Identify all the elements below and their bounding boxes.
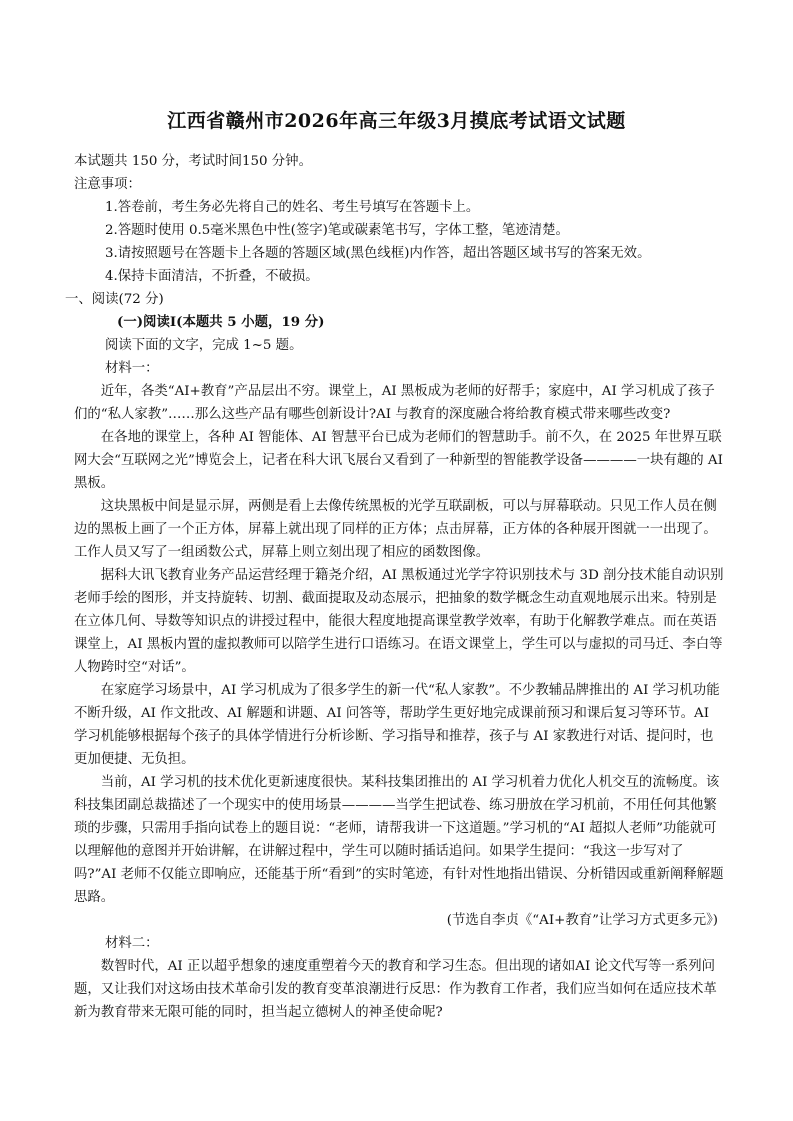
instruction: 阅读下面的文字，完成 1~5 题。	[105, 338, 303, 353]
page-title: 江西省赣州市2026年高三年级3月摸底考试语文试题	[167, 110, 626, 132]
note-item: 1.答卷前，考生务必先将自己的姓名、考生号填写在答题卡上。	[105, 200, 480, 215]
note-item: 3.请按照题号在答题卡上各题的答题区域(黑色线框)内作答，超出答题区域书写的答案无效。	[105, 246, 651, 261]
material1-label: 材料一：	[105, 361, 159, 376]
subsection-heading: (一)阅读Ⅰ(本题共 5 小题，19 分)	[117, 314, 325, 330]
material1-paragraph: 这块黑板中间是显示屏，两侧是看上去像传统黑板的光学互联副板，可以与屏幕联动。只见工作人员在侧边的黑板上画了一个正方体，屏幕上就出现了同样的正方体；点击屏幕，正方体的各种展开图就一一出现了。工作人员又写了一组函数公式，屏幕上则立刻出现了相应的函数图像。	[74, 499, 717, 560]
note-item: 4.保持卡面清洁，不折叠，不破损。	[105, 269, 319, 284]
section-heading: 一、阅读(72 分)	[65, 292, 164, 307]
material2-label: 材料二：	[105, 936, 159, 951]
material1-source: (节选自李贞《“AI+教育”让学习方式更多元》)	[446, 913, 718, 928]
notes-list	[74, 196, 724, 288]
exam-intro: 本试题共 150 分，考试时间150 分钟。	[74, 154, 312, 169]
document-body	[65, 150, 724, 1024]
material1-paragraph: 近年，各类“AI+教育”产品层出不穷。课堂上，AI 黑板成为老师的好帮手；家庭中，AI 学习机成了孩子们的“私人家教”……那么这些产品有哪些创新设计?AI 与教育的深度融合将给教育模式带来哪些改变?	[74, 384, 715, 422]
material1-paragraph: 当前，AI 学习机的技术优化更新速度很快。某科技集团推出的 AI 学习机着力优化人机交互的流畅度。该科技集团副总裁描述了一个现实中的使用场景————当学生把试卷、练习册放在学习机前，不用任何其他繁琐的步骤，只需用手指向试卷上的题目说：“老师，请帮我讲一下这道题。”学习机的“AI 超拟人老师”功能就可以理解他的意图并开始讲解，在讲解过程中，学生可以随时插话追问。如果学生提问：“我这一步写对了吗?”AI 老师不仅能立即响应，还能基于所“看到”的实时笔迹，有针对性地指出错误、分析错因或重新阐释解题思路。	[74, 775, 724, 905]
notes-heading: 注意事项：	[74, 177, 141, 192]
material1-paragraph: 据科大讯飞教育业务产品运营经理于籍尧介绍，AI 黑板通过光学字符识别技术与 3D 剖分技术能自动识别老师手绘的图形，并支持旋转、切割、截面提取及动态展示，把抽象的数学概念生动直观地展示出来。特别是在立体几何、导数等知识点的讲授过程中，能很大程度地提高课堂教学效率，有助于化解教学难点。而在英语课堂上，AI 黑板内置的虚拟教师可以陪学生进行口语练习。在语文课堂上，学生可以与虚拟的司马迁、李白等人物跨时空“对话”。	[74, 568, 724, 675]
material1-paragraph: 在各地的课堂上，各种 AI 智能体、AI 智慧平台已成为老师们的智慧助手。前不久，在 2025 年世界互联网大会“互联网之光”博览会上，记者在科大讯飞展台又看到了一种新型的智能教学设备————一块有趣的 AI 黑板。	[74, 430, 723, 491]
note-item: 2.答题时使用 0.5毫米黑色中性(签字)笔或碳素笔书写，字体工整，笔迹清楚。	[105, 223, 569, 238]
material1-paragraph: 在家庭学习场景中，AI 学习机成为了很多学生的新一代“私人家教”。不少教辅品牌推出的 AI 学习机功能不断升级，AI 作文批改、AI 解题和讲题、AI 问答等，帮助学生更好地完成课前预习和课后复习等环节。AI 学习机能够根据每个孩子的具体学情进行分析诊断、学习指导和推荐，孩子与 AI 家教进行对话、提问时，也更加便捷、无负担。	[74, 683, 720, 767]
material2-paragraph: 数智时代，AI 正以超乎想象的速度重塑着今天的教育和学习生态。但出现的诸如AI 论文代写等一系列问题，又让我们对这场由技术革命引发的教育变革浪潮进行反思：作为教育工作者，我们应当如何在适应技术革新为教育带来无限可能的同时，担当起立德树人的神圣使命呢?	[74, 959, 717, 1020]
